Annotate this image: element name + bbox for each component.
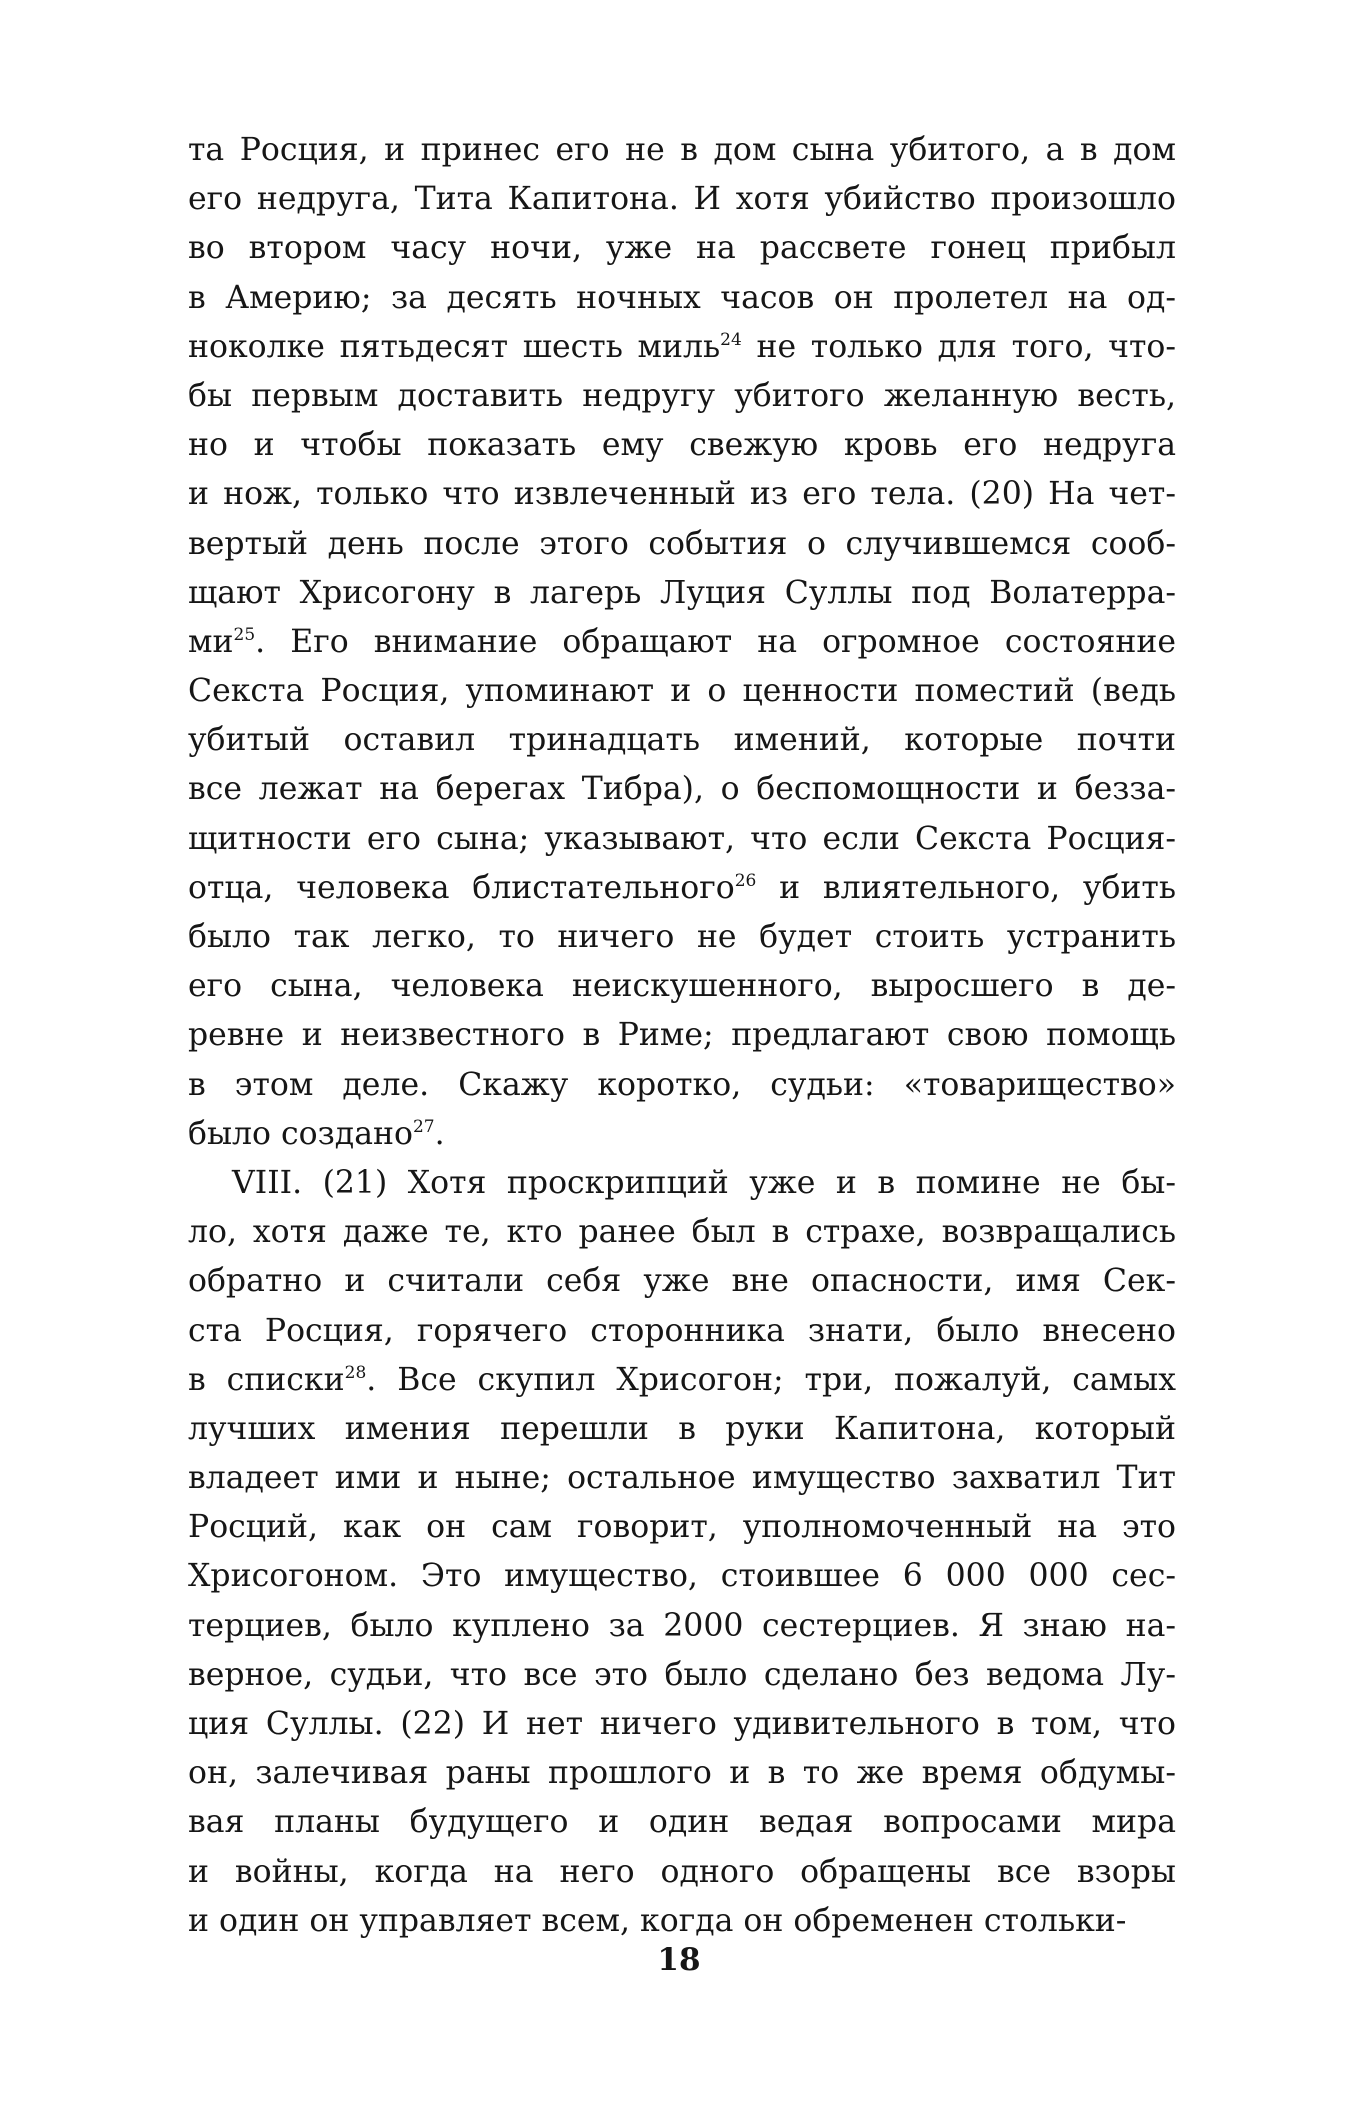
text-line bbox=[188, 618, 1176, 667]
text-line bbox=[188, 1503, 1176, 1552]
text-line bbox=[188, 1602, 1176, 1651]
text-segment: его недруга, Тита Капитона. И хотя убийство произошло bbox=[188, 181, 1176, 218]
text-segment: терциев, было куплено за 2000 сестерциев. Я знаю на- bbox=[188, 1607, 1176, 1644]
text-segment: щитности его сына; указывают, что если Секста Росция- bbox=[188, 820, 1176, 857]
text-segment: отца, человека блистательного bbox=[188, 869, 735, 906]
text-segment: . Все скупил Хрисогон; три, пожалуй, самых bbox=[366, 1361, 1177, 1398]
text-line bbox=[188, 1651, 1176, 1700]
text-segment: обратно и считали себя уже вне опасности, имя Сек- bbox=[188, 1263, 1176, 1300]
text-line bbox=[188, 1061, 1176, 1110]
text-line bbox=[188, 421, 1176, 470]
text-line bbox=[188, 520, 1176, 569]
text-segment: было так легко, то ничего не будет стоить устранить bbox=[188, 919, 1176, 955]
text-segment: щают Хрисогону в лагерь Луция Суллы под Волатерра- bbox=[188, 574, 1176, 611]
text-line bbox=[188, 1208, 1176, 1257]
text-segment: Секста Росция, упоминают и о ценности поместий (ведь bbox=[188, 673, 1176, 710]
text-segment: и влиятельного, убить bbox=[756, 869, 1176, 906]
text-line bbox=[188, 765, 1176, 814]
text-segment: бы первым доставить недругу убитого желанную весть, bbox=[188, 377, 1176, 414]
text-segment: . Его внимание обращают на огромное состояние bbox=[255, 623, 1176, 660]
text-segment: та Росция, и принес его не в дом сына убитого, а в дом bbox=[188, 132, 1176, 168]
text-line bbox=[188, 1307, 1176, 1356]
text-line bbox=[188, 1454, 1176, 1503]
text-segment: вертый день после этого события о случившемся сооб- bbox=[188, 525, 1176, 562]
footnote-ref: 28 bbox=[344, 1362, 367, 1383]
text-segment: Хрисогоном. Это имущество, стоившее 6 000 000 сес- bbox=[188, 1558, 1176, 1595]
text-segment: ноколке пятьдесят шесть миль bbox=[188, 328, 721, 365]
text-line bbox=[188, 372, 1176, 421]
text-segment: и нож, только что извлеченный из его тела. (20) На чет- bbox=[188, 476, 1176, 513]
text-line bbox=[188, 1159, 1176, 1208]
page-number: 18 bbox=[657, 1942, 701, 1978]
text-segment: . bbox=[434, 1115, 445, 1152]
text-line bbox=[188, 1798, 1176, 1847]
text-line bbox=[188, 1552, 1176, 1601]
text-segment: было создано bbox=[188, 1115, 413, 1152]
text-segment: в Америю; за десять ночных часов он пролетел на од- bbox=[188, 279, 1176, 316]
text-line bbox=[188, 1700, 1176, 1749]
text-line bbox=[188, 1257, 1176, 1306]
text-line bbox=[188, 913, 1176, 962]
text-line bbox=[188, 864, 1176, 913]
text-segment: Росций, как он сам говорит, уполномоченный на это bbox=[188, 1509, 1176, 1546]
text-segment: владеет ими и ныне; остальное имущество захватил Тит bbox=[188, 1460, 1176, 1497]
text-segment: ция Суллы. (22) И нет ничего удивительного в том, что bbox=[188, 1706, 1176, 1742]
text-line bbox=[188, 274, 1176, 323]
text-line bbox=[188, 1011, 1176, 1060]
text-line bbox=[188, 1110, 1176, 1159]
text-line bbox=[188, 1405, 1176, 1454]
body-text bbox=[188, 126, 1176, 1946]
footnote-ref: 27 bbox=[412, 1116, 435, 1137]
text-segment: но и чтобы показать ему свежую кровь его недруга bbox=[188, 427, 1176, 464]
text-segment: VIII. (21) Хотя проскрипций уже и в помине не бы- bbox=[232, 1164, 1176, 1201]
text-line bbox=[188, 1848, 1176, 1897]
text-line bbox=[188, 962, 1176, 1011]
text-segment: он, залечивая раны прошлого и в то же время обдумы- bbox=[188, 1755, 1176, 1792]
text-line bbox=[188, 224, 1176, 273]
text-segment: и войны, когда на него одного обращены все взоры bbox=[188, 1853, 1176, 1890]
text-segment: вая планы будущего и один ведая вопросами мира bbox=[188, 1804, 1176, 1841]
text-segment: и один он управляет всем, когда он обременен стольки- bbox=[188, 1902, 1127, 1939]
text-line bbox=[188, 569, 1176, 618]
text-line bbox=[188, 1356, 1176, 1405]
text-segment: ло, хотя даже те, кто ранее был в страхе, возвращались bbox=[188, 1214, 1176, 1251]
footnote-ref: 25 bbox=[233, 624, 256, 645]
text-segment: в списки bbox=[188, 1361, 345, 1398]
text-segment: ми bbox=[188, 623, 234, 660]
text-line bbox=[188, 1749, 1176, 1798]
text-segment: все лежат на берегах Тибра), о беспомощности и безза- bbox=[188, 771, 1176, 808]
text-segment: убитый оставил тринадцать имений, которые почти bbox=[188, 722, 1176, 759]
footnote-ref: 26 bbox=[734, 870, 757, 891]
text-line bbox=[188, 323, 1176, 372]
text-segment: в этом деле. Скажу коротко, судьи: «товарищество» bbox=[188, 1066, 1176, 1103]
text-segment: его сына, человека неискушенного, выросшего в де- bbox=[188, 968, 1176, 1005]
text-line bbox=[188, 815, 1176, 864]
text-segment: лучших имения перешли в руки Капитона, который bbox=[188, 1410, 1176, 1447]
text-segment: ста Росция, горячего сторонника знати, было внесено bbox=[188, 1312, 1176, 1349]
text-segment: верное, судьи, что все это было сделано без ведома Лу- bbox=[188, 1656, 1176, 1693]
text-line bbox=[188, 470, 1176, 519]
footnote-ref: 24 bbox=[720, 329, 742, 350]
text-segment: во втором часу ночи, уже на рассвете гонец прибыл bbox=[188, 230, 1176, 267]
text-line bbox=[188, 175, 1176, 224]
text-line bbox=[188, 1897, 1176, 1946]
text-segment: ревне и неизвестного в Риме; предлагают свою помощь bbox=[188, 1017, 1176, 1054]
text-line bbox=[188, 716, 1176, 765]
text-line bbox=[188, 667, 1176, 716]
text-line bbox=[188, 126, 1176, 175]
text-segment: не только для того, что- bbox=[741, 328, 1176, 365]
